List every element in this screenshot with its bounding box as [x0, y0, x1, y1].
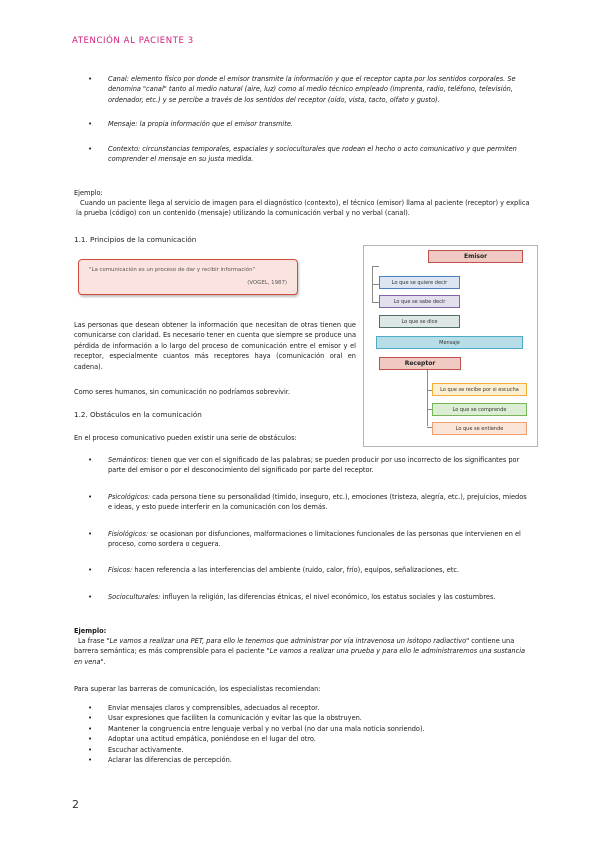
section-heading-obstacles: 1.2. Obstáculos en la comunicación	[74, 410, 202, 419]
obstacle-text: hacen referencia a las interferencias del ambiente (ruido, calor, frío), equipos, señalizaciones, etc.	[132, 566, 460, 575]
obstacle-term: Físicos:	[108, 566, 133, 575]
list-item	[88, 455, 528, 476]
diagram-emisor-item-1: Lo que se quiere decir	[379, 276, 460, 289]
list-item-text	[108, 75, 516, 104]
list-item-text	[108, 145, 517, 163]
example-2-part: contiene una barrera semántica; es más comprensible para el paciente	[74, 637, 515, 656]
diagram-receptor-item-1: Lo que se recibe por si escucha	[432, 383, 527, 396]
obstacle-term: Psicológicos:	[108, 492, 151, 501]
page-number: 2	[72, 798, 79, 811]
definition-canal: elemento físico por donde el emisor transmite la información y que el receptor capta por los sentidos corporales. Se denomina "canal" tanto al medio natural (aire, luz) como al medio técnico empleado (imprenta, radio, teléfono, televisión, ordenador, etc.) y se percibe a través de los sentidos del receptor (oído, vista, tacto, olfato y gusto).	[108, 75, 516, 104]
diagram-emisor: Emisor	[428, 250, 523, 263]
recommendations-list	[88, 703, 528, 765]
obstacle-text: influyen la religión, las diferencias étnicas, el nivel económico, los estatus sociales y las costumbres.	[160, 592, 496, 601]
obstacle-term: Socioculturales:	[108, 592, 161, 601]
diagram-receptor: Receptor	[379, 357, 461, 370]
obstacle-term: Fisiológicos:	[108, 529, 149, 538]
obstacle-text: tienen que ver con el significado de las palabras; se pueden producir por uso incorrecto de los significantes por parte del emisor o por el desconocimiento del significado por parte del receptor.	[108, 456, 520, 475]
quote-source: (VOGEL, 1987)	[247, 280, 287, 286]
obstacle-text: se ocasionan por disfunciones, malformaciones o limitaciones funcionales de las personas que intervienen en el proceso, como sordera o ceguera.	[108, 529, 521, 549]
communication-elements-list	[88, 74, 528, 164]
principles-paragraph: Las personas que desean obtener la información que necesitan de otras tienen que comunicarse con claridad. Es necesario tener en cuenta que siempre se produce una pérdida de información a lo largo del proceso de comunicación entre el emisor y el receptor, especialmente cuantos más receptores haya (comunicación oral en cadena).	[74, 321, 356, 371]
term-canal: Canal:	[108, 75, 129, 83]
recommendations-intro: Para superar las barreras de comunicación, los especialistas recomiendan:	[74, 685, 321, 693]
connector-line	[427, 370, 428, 426]
obstacle-text: cada persona tiene su personalidad (tímido, inseguro, etc.), emociones (tristeza, alegría, etc.), prejuicios, miedos e ideas, y esto puede interferir en la comunicación con los demás.	[108, 492, 527, 512]
term-mensaje: Mensaje:	[108, 120, 138, 129]
example-2-quote-plain: "Le vamos a realizar una prueba y para ello le administraremos una sustancia en vena"	[74, 647, 526, 666]
definition-mensaje: la propia información que el emisor transmite.	[137, 120, 294, 129]
section-heading-principles: 1.1. Principios de la comunicación	[74, 235, 197, 244]
example-2-quote-technical: "Le vamos a realizar una PET, para ello le tenemos que administrar por vía intravenosa un isótopo radiactivo"	[106, 637, 470, 645]
list-item: • Escuchar activamente.	[88, 745, 528, 755]
list-item	[88, 492, 528, 513]
list-item-text	[108, 120, 293, 128]
diagram-receptor-item-3: Lo que se entiende	[432, 422, 527, 435]
page-header: ATENCIÓN AL PACIENTE 3	[72, 36, 194, 46]
list-item	[88, 592, 528, 602]
list-item: • Enviar mensajes claros y comprensibles, adecuados al receptor.	[88, 703, 528, 713]
list-item	[88, 119, 528, 129]
connector-line	[372, 302, 379, 303]
list-item	[88, 529, 528, 550]
list-item	[88, 144, 528, 165]
principles-paragraph-2: Como seres humanos, sin comunicación no podríamos sobrevivir.	[74, 388, 290, 396]
diagram-emisor-item-3: Lo que se dice	[379, 315, 460, 328]
quote-box	[78, 259, 298, 295]
example-2-part: .	[103, 657, 106, 666]
example-1-label: Ejemplo:	[74, 189, 103, 197]
diagram-receptor-item-2: Lo que se comprende	[432, 403, 527, 416]
list-item	[88, 74, 528, 105]
obstacles-intro: En el proceso comunicativo pueden existir una serie de obstáculos:	[74, 434, 297, 442]
connector-line	[372, 284, 379, 285]
example-2-label: Ejemplo:	[74, 627, 107, 635]
connector-line	[372, 266, 379, 267]
quote-text: "La comunicación es un proceso de dar y recibir información"	[89, 267, 255, 273]
communication-diagram	[363, 245, 538, 447]
obstacle-term: Semánticos:	[108, 456, 149, 464]
diagram-mensaje: Mensaje	[376, 336, 523, 349]
example-2-text	[74, 636, 530, 667]
list-item: • Aclarar las diferencias de percepción.	[88, 755, 528, 765]
list-item	[88, 565, 528, 575]
definition-contexto: circunstancias temporales, espaciales y socioculturales que rodean el hecho o acto comunicativo y que permiten comprender el mensaje en su justa medida.	[108, 144, 517, 164]
obstacles-list	[88, 455, 528, 602]
diagram-emisor-item-2: Lo que se sabe decir	[379, 295, 460, 308]
list-item: • Usar expresiones que faciliten la comunicación y evitar las que la obstruyen.	[88, 713, 528, 723]
list-item: • Mantener la congruencia entre lenguaje verbal y no verbal (no dar una mala noticia sonriendo).	[88, 724, 528, 734]
list-item: • Adoptar una actitud empática, poniéndose en el lugar del otro.	[88, 734, 528, 744]
term-contexto: Contexto:	[108, 144, 141, 153]
example-1-text: Cuando un paciente llega al servicio de imagen para el diagnóstico (contexto), el técnico (emisor) llama al paciente (receptor) y explica la prueba (código) con un contenido (mensaje) utilizando la comunicación verbal y no verbal (canal).	[76, 199, 530, 218]
example-2-part: La frase	[78, 637, 107, 645]
